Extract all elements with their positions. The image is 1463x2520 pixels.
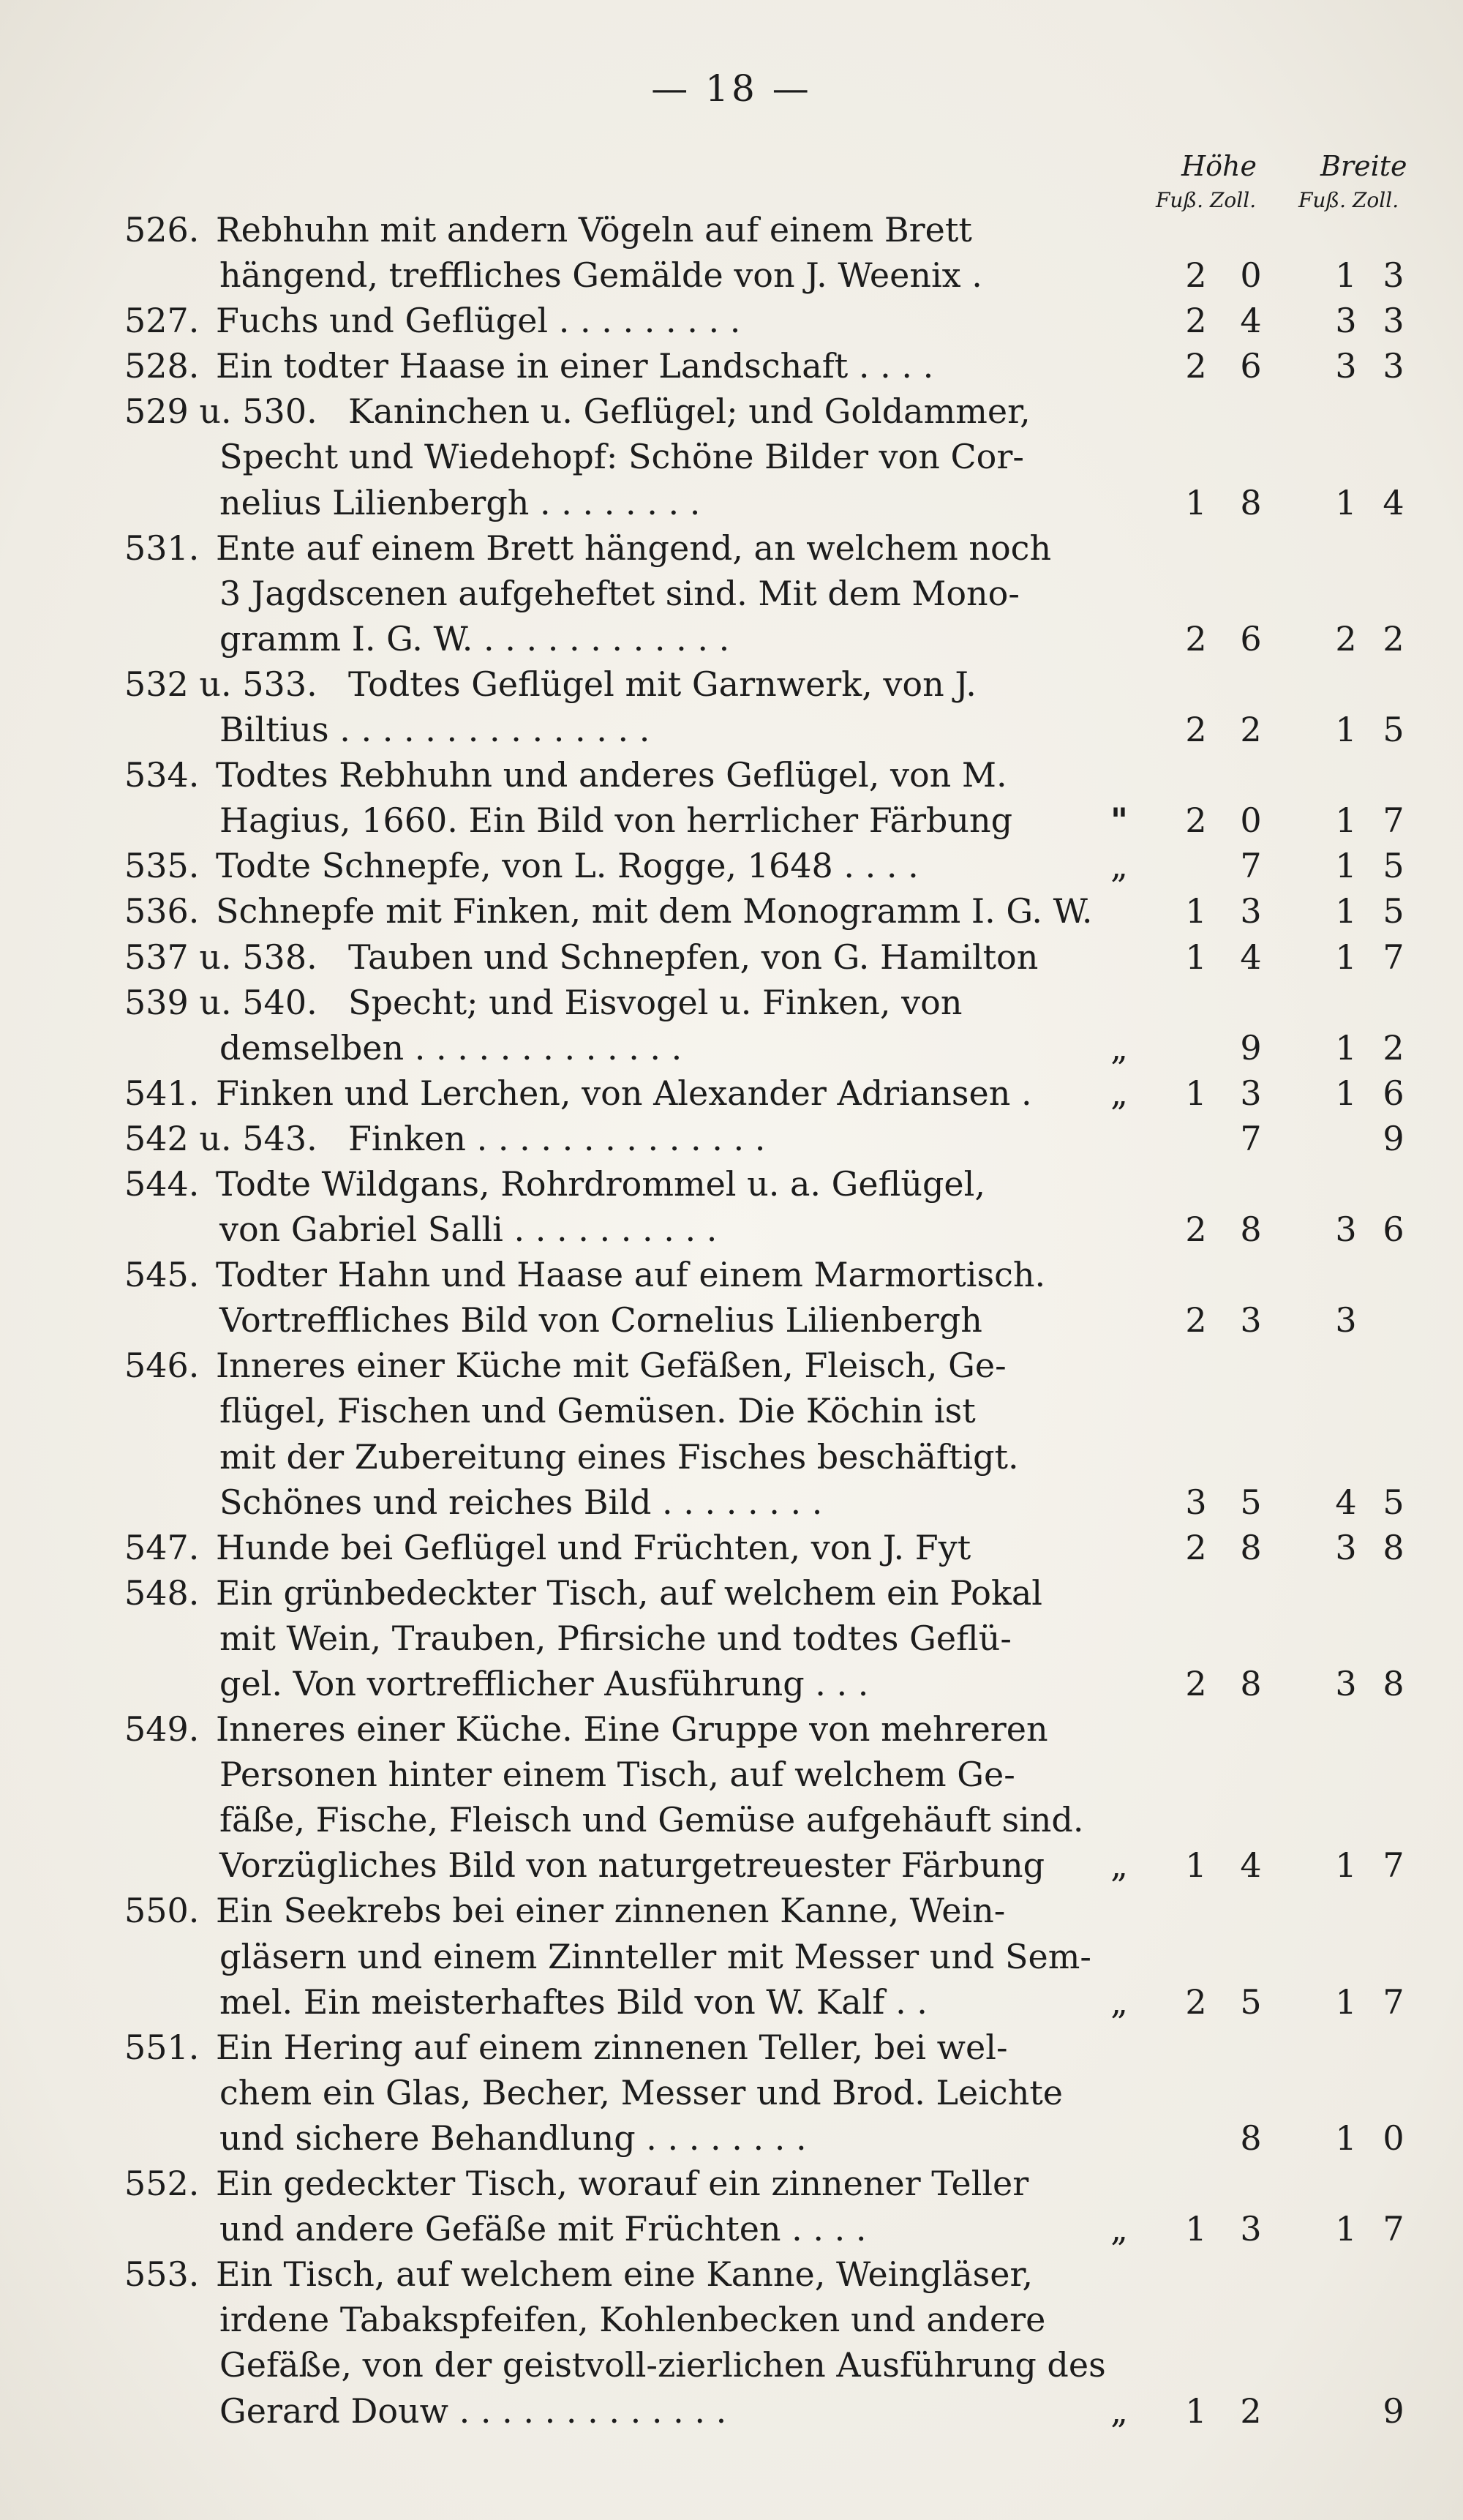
entry-text: nelius Lilienbergh . . . . . . . . xyxy=(219,482,701,522)
height-feet: 1 xyxy=(1185,482,1207,522)
entry-line xyxy=(124,980,1426,1025)
width-inches: 9 xyxy=(1383,1118,1404,1158)
height-inches: 4 xyxy=(1240,1845,1262,1886)
entry-text: Ein todter Haase in einer Landschaft . . . . xyxy=(216,346,934,386)
width-feet: 1 xyxy=(1335,800,1357,841)
catalog-entry xyxy=(124,2025,1426,2161)
height-feet: 2 xyxy=(1185,1300,1207,1340)
catalog-entry xyxy=(124,980,1426,1070)
entry-text: mit Wein, Trauben, Pfirsiche und todtes Geflü- xyxy=(219,1618,1012,1658)
catalog-entry xyxy=(124,1161,1426,1252)
catalog-entry xyxy=(124,207,1426,298)
entry-text: Finken und Lerchen, von Alexander Adriansen . xyxy=(216,1073,1032,1113)
entry-number: 542 u. 543. xyxy=(124,1118,317,1158)
entry-text: Biltius . . . . . . . . . . . . . . . xyxy=(219,710,650,750)
entry-text: und andere Gefäße mit Früchten . . . . xyxy=(219,2209,867,2249)
entry-line xyxy=(124,1207,1426,1252)
entry-line xyxy=(124,1570,1426,1616)
height-feet: 1 xyxy=(1185,891,1207,931)
width-feet: 1 xyxy=(1335,255,1357,296)
height-feet: 2 xyxy=(1185,1981,1207,2022)
entry-line xyxy=(124,389,1426,434)
height-feet: 1 xyxy=(1185,1073,1207,1113)
height-inches: 8 xyxy=(1240,482,1262,522)
entry-line xyxy=(124,434,1426,479)
entry-line xyxy=(124,1979,1426,2025)
width-feet: 1 xyxy=(1335,937,1357,977)
height-inches: 8 xyxy=(1240,2118,1262,2158)
height-inches: 0 xyxy=(1240,800,1262,841)
catalog-entry xyxy=(124,1888,1426,2024)
entry-line xyxy=(124,2342,1426,2388)
height-inches: 2 xyxy=(1240,2390,1262,2431)
entry-number: 553. xyxy=(124,2254,200,2295)
ditto-mark: " xyxy=(1110,800,1128,841)
ditto-mark: „ xyxy=(1110,846,1128,886)
entry-text: Inneres einer Küche mit Gefäßen, Fleisch, Ge- xyxy=(216,1346,1007,1386)
entry-number: 544. xyxy=(124,1163,200,1204)
height-inches: 5 xyxy=(1240,1482,1262,1522)
entry-text: Ein Tisch, auf welchem eine Kanne, Weingläser, xyxy=(216,2254,1034,2295)
height-feet: 2 xyxy=(1185,1527,1207,1567)
height-inches: 3 xyxy=(1240,1073,1262,1113)
entry-number: 529 u. 530. xyxy=(124,391,317,432)
entry-number: 534. xyxy=(124,755,200,795)
entry-text: Specht und Wiedehopf: Schöne Bilder von Cor- xyxy=(219,437,1024,477)
width-feet: 1 xyxy=(1335,1073,1357,1113)
width-inches: 5 xyxy=(1383,891,1404,931)
entry-text: 3 Jagdscenen aufgeheftet sind. Mit dem Mono- xyxy=(219,573,1020,613)
entry-text: und sichere Behandlung . . . . . . . . xyxy=(219,2118,807,2158)
height-feet: 1 xyxy=(1185,2209,1207,2249)
page-number: — 18 — xyxy=(651,67,812,110)
entry-line xyxy=(124,2115,1426,2161)
width-feet: 1 xyxy=(1335,891,1357,931)
entry-text: Ein Hering auf einem zinnenen Teller, bei wel- xyxy=(216,2027,1008,2067)
width-feet: 3 xyxy=(1335,346,1357,386)
catalog-entry xyxy=(124,525,1426,661)
height-inches: 7 xyxy=(1240,1118,1262,1158)
height-inches: 0 xyxy=(1240,255,1262,296)
catalog-entry xyxy=(124,1070,1426,1116)
width-inches: 8 xyxy=(1383,1664,1404,1703)
entry-line xyxy=(124,298,1426,343)
width-inches: 7 xyxy=(1383,937,1404,977)
width-feet: 1 xyxy=(1335,1845,1357,1886)
entry-number: 552. xyxy=(124,2164,200,2204)
entry-text: Personen hinter einem Tisch, auf welchem Ge- xyxy=(219,1755,1015,1795)
height-inches: 2 xyxy=(1240,710,1262,750)
width-inches: 3 xyxy=(1383,301,1404,341)
entry-line xyxy=(124,1888,1426,1933)
entry-line xyxy=(124,661,1426,707)
entry-number: 547. xyxy=(124,1527,200,1567)
entry-number: 526. xyxy=(124,210,200,250)
entry-number: 546. xyxy=(124,1346,200,1386)
entry-text: gläsern und einem Zinnteller mit Messer und Sem- xyxy=(219,1936,1091,1976)
width-inches: 9 xyxy=(1383,2390,1404,2431)
entry-number: 527. xyxy=(124,301,200,341)
height-feet: 3 xyxy=(1185,1482,1207,1522)
entry-line xyxy=(124,888,1426,934)
height-inches: 4 xyxy=(1240,937,1262,977)
entry-text: Ente auf einem Brett hängend, an welchem noch xyxy=(216,528,1052,568)
ditto-mark: „ xyxy=(1110,2390,1128,2431)
width-inches: 2 xyxy=(1383,618,1404,659)
width-inches: 7 xyxy=(1383,800,1404,841)
height-inches: 4 xyxy=(1240,301,1262,341)
width-inches: 2 xyxy=(1383,1027,1404,1068)
width-inches: 0 xyxy=(1383,2118,1404,2158)
width-inches: 7 xyxy=(1383,1981,1404,2022)
entry-number: 539 u. 540. xyxy=(124,982,317,1022)
entry-line xyxy=(124,1297,1426,1343)
entry-line xyxy=(124,2388,1426,2434)
catalog-entry xyxy=(124,934,1426,980)
entry-text: hängend, treffliches Gemälde von J. Weenix . xyxy=(219,255,982,296)
entry-line xyxy=(124,752,1426,798)
catalog-entry xyxy=(124,389,1426,525)
height-feet: 2 xyxy=(1185,1210,1207,1250)
entry-line xyxy=(124,252,1426,298)
entry-line xyxy=(124,1706,1426,1752)
entry-line xyxy=(124,1752,1426,1797)
width-inches: 5 xyxy=(1383,1482,1404,1522)
entry-text: Kaninchen u. Geflügel; und Goldammer, xyxy=(348,391,1031,432)
width-feet: 3 xyxy=(1335,1300,1357,1340)
entry-number: 537 u. 538. xyxy=(124,937,317,977)
entry-text: von Gabriel Salli . . . . . . . . . . xyxy=(219,1210,718,1250)
width-feet: 3 xyxy=(1335,301,1357,341)
entry-line xyxy=(124,2161,1426,2206)
width-feet: 3 xyxy=(1335,1210,1357,1250)
entry-number: 551. xyxy=(124,2027,200,2067)
entry-text: Vorzügliches Bild von naturgetreuester Färbung xyxy=(219,1845,1045,1886)
catalog-entry xyxy=(124,1116,1426,1161)
entry-number: 532 u. 533. xyxy=(124,664,317,704)
entry-text: Inneres einer Küche. Eine Gruppe von mehreren xyxy=(216,1709,1048,1750)
entry-text: Todtes Geflügel mit Garnwerk, von J. xyxy=(348,664,977,704)
entry-text: Tauben und Schnepfen, von G. Hamilton xyxy=(348,937,1039,977)
catalog-entry xyxy=(124,843,1426,888)
catalog-entry xyxy=(124,1525,1426,1570)
entry-number: 531. xyxy=(124,528,200,568)
ditto-mark: „ xyxy=(1110,1027,1128,1068)
entry-number: 528. xyxy=(124,346,200,386)
entry-text: irdene Tabakspfeifen, Kohlenbecken und andere xyxy=(219,2300,1046,2340)
width-feet: 1 xyxy=(1335,482,1357,522)
width-feet: 1 xyxy=(1335,1981,1357,2022)
entry-text: Specht; und Eisvogel u. Finken, von xyxy=(348,982,963,1022)
entry-line xyxy=(124,707,1426,752)
ditto-mark: „ xyxy=(1110,1845,1128,1886)
entry-number: 535. xyxy=(124,846,200,886)
height-feet: 2 xyxy=(1185,346,1207,386)
width-feet: 4 xyxy=(1335,1482,1357,1522)
width-feet: 1 xyxy=(1335,2118,1357,2158)
entry-text: Ein gedeckter Tisch, worauf ein zinnener Teller xyxy=(216,2164,1029,2204)
entry-number: 541. xyxy=(124,1073,200,1113)
entry-text: mit der Zubereitung eines Fisches beschäftigt. xyxy=(219,1436,1019,1477)
height-feet: 2 xyxy=(1185,618,1207,659)
entry-line xyxy=(124,1025,1426,1070)
entry-text: flügel, Fischen und Gemüsen. Die Köchin ist xyxy=(219,1391,976,1431)
entry-line xyxy=(124,1934,1426,1979)
entry-text: chem ein Glas, Becher, Messer und Brod. Leichte xyxy=(219,2072,1064,2112)
width-inches: 5 xyxy=(1383,846,1404,886)
height-feet: 2 xyxy=(1185,1664,1207,1703)
height-inches: 3 xyxy=(1240,891,1262,931)
catalog-entry xyxy=(124,1343,1426,1524)
height-inches: 8 xyxy=(1240,1664,1262,1703)
entry-text: Gefäße, von der geistvoll-zierlichen Ausführung des xyxy=(219,2345,1106,2385)
entry-line xyxy=(124,2251,1426,2297)
height-inches: 6 xyxy=(1240,346,1262,386)
entry-text: Vortreffliches Bild von Cornelius Lilienbergh xyxy=(219,1300,982,1340)
entry-text: Hunde bei Geflügel und Früchten, von J. Fyt xyxy=(216,1527,971,1567)
entry-text: gramm I. G. W. . . . . . . . . . . . . xyxy=(219,618,730,659)
height-inches: 6 xyxy=(1240,618,1262,659)
entry-line xyxy=(124,525,1426,571)
width-feet: 3 xyxy=(1335,1664,1357,1703)
width-inches: 7 xyxy=(1383,1845,1404,1886)
entry-text: Schönes und reiches Bild . . . . . . . . xyxy=(219,1482,823,1522)
width-feet: 2 xyxy=(1335,618,1357,659)
entry-line xyxy=(124,616,1426,661)
entry-text: Ein Seekrebs bei einer zinnenen Kanne, Wein- xyxy=(216,1891,1006,1931)
width-inches: 4 xyxy=(1383,482,1404,522)
entry-text: mel. Ein meisterhaftes Bild von W. Kalf . . xyxy=(219,1981,928,2022)
entry-text: Todter Hahn und Haase auf einem Marmortisch. xyxy=(216,1255,1046,1295)
entry-text: gel. Von vortrefflicher Ausführung . . . xyxy=(219,1664,869,1703)
catalog-entry xyxy=(124,888,1426,934)
entry-number: 548. xyxy=(124,1572,200,1613)
width-inches: 6 xyxy=(1383,1210,1404,1250)
entry-line xyxy=(124,843,1426,888)
entry-line xyxy=(124,2025,1426,2070)
entry-line xyxy=(124,480,1426,525)
entry-line xyxy=(124,343,1426,389)
entry-line xyxy=(124,1797,1426,1842)
width-inches: 6 xyxy=(1383,1073,1404,1113)
entry-line xyxy=(124,1661,1426,1706)
entry-text: Fuchs und Geflügel . . . . . . . . . xyxy=(216,301,741,341)
height-feet: 2 xyxy=(1185,710,1207,750)
catalog-entry xyxy=(124,1706,1426,1888)
height-feet: 2 xyxy=(1185,800,1207,841)
entry-line xyxy=(124,2206,1426,2251)
entry-text: Ein grünbedeckter Tisch, auf welchem ein Pokal xyxy=(216,1572,1042,1613)
entry-number: 549. xyxy=(124,1709,200,1750)
entry-number: 545. xyxy=(124,1255,200,1295)
entry-line xyxy=(124,1116,1426,1161)
entry-line xyxy=(124,1434,1426,1480)
width-feet: 1 xyxy=(1335,1027,1357,1068)
catalog-entry xyxy=(124,298,1426,343)
ditto-mark: „ xyxy=(1110,1073,1128,1113)
entry-text: fäße, Fische, Fleisch und Gemüse aufgehäuft sind. xyxy=(219,1800,1084,1840)
height-feet: 2 xyxy=(1185,301,1207,341)
height-feet: 1 xyxy=(1185,2390,1207,2431)
entry-line xyxy=(124,934,1426,980)
entry-number: 550. xyxy=(124,1891,200,1931)
ditto-mark: „ xyxy=(1110,1981,1128,2022)
width-feet: 1 xyxy=(1335,710,1357,750)
height-feet: 1 xyxy=(1185,1845,1207,1886)
entry-text: Schnepfe mit Finken, mit dem Monogramm I. G. W. xyxy=(216,891,1093,931)
width-inches: 3 xyxy=(1383,346,1404,386)
entry-text: Todte Schnepfe, von L. Rogge, 1648 . . . . xyxy=(216,846,919,886)
entry-line xyxy=(124,1161,1426,1207)
height-feet: 1 xyxy=(1185,937,1207,977)
catalog-entry xyxy=(124,752,1426,843)
catalog-entry xyxy=(124,2161,1426,2251)
entry-line xyxy=(124,798,1426,843)
entry-text: Finken . . . . . . . . . . . . . . xyxy=(348,1118,766,1158)
catalog-entry xyxy=(124,2251,1426,2433)
width-units: Fuß. Zoll. xyxy=(1298,188,1399,212)
entry-line xyxy=(124,1525,1426,1570)
height-inches: 8 xyxy=(1240,1210,1262,1250)
catalog-entries xyxy=(124,207,1426,2434)
entry-text: Todtes Rebhuhn und anderes Geflügel, von M. xyxy=(216,755,1007,795)
entry-line xyxy=(124,207,1426,252)
entry-line xyxy=(124,1388,1426,1433)
entry-text: Todte Wildgans, Rohrdrommel u. a. Geflügel, xyxy=(216,1163,985,1204)
entry-line xyxy=(124,1480,1426,1525)
height-header: Höhe xyxy=(1181,150,1257,182)
ditto-mark: „ xyxy=(1110,2209,1128,2249)
width-inches: 8 xyxy=(1383,1527,1404,1567)
height-inches: 5 xyxy=(1240,1981,1262,2022)
width-inches: 7 xyxy=(1383,2209,1404,2249)
width-feet: 1 xyxy=(1335,2209,1357,2249)
width-feet: 3 xyxy=(1335,1527,1357,1567)
width-header: Breite xyxy=(1320,150,1407,182)
entry-line xyxy=(124,1070,1426,1116)
entry-line xyxy=(124,1616,1426,1661)
height-inches: 9 xyxy=(1240,1027,1262,1068)
width-inches: 5 xyxy=(1383,710,1404,750)
entry-line xyxy=(124,1252,1426,1297)
height-units: Fuß. Zoll. xyxy=(1156,188,1257,212)
width-feet: 1 xyxy=(1335,846,1357,886)
entry-text: Rebhuhn mit andern Vögeln auf einem Brett xyxy=(216,210,972,250)
height-feet: 2 xyxy=(1185,255,1207,296)
entry-text: Gerard Douw . . . . . . . . . . . . . xyxy=(219,2390,727,2431)
height-inches: 3 xyxy=(1240,2209,1262,2249)
width-inches: 3 xyxy=(1383,255,1404,296)
entry-line xyxy=(124,1842,1426,1888)
height-inches: 7 xyxy=(1240,846,1262,886)
entry-text: Hagius, 1660. Ein Bild von herrlicher Färbung xyxy=(219,800,1013,841)
catalog-entry xyxy=(124,343,1426,389)
entry-number: 536. xyxy=(124,891,200,931)
height-inches: 3 xyxy=(1240,1300,1262,1340)
catalog-entry xyxy=(124,661,1426,752)
entry-line xyxy=(124,2297,1426,2342)
entry-line xyxy=(124,2070,1426,2115)
height-inches: 8 xyxy=(1240,1527,1262,1567)
entry-line xyxy=(124,1343,1426,1388)
entry-line xyxy=(124,571,1426,616)
catalog-entry xyxy=(124,1570,1426,1706)
catalog-entry xyxy=(124,1252,1426,1343)
entry-text: demselben . . . . . . . . . . . . . xyxy=(219,1027,682,1068)
